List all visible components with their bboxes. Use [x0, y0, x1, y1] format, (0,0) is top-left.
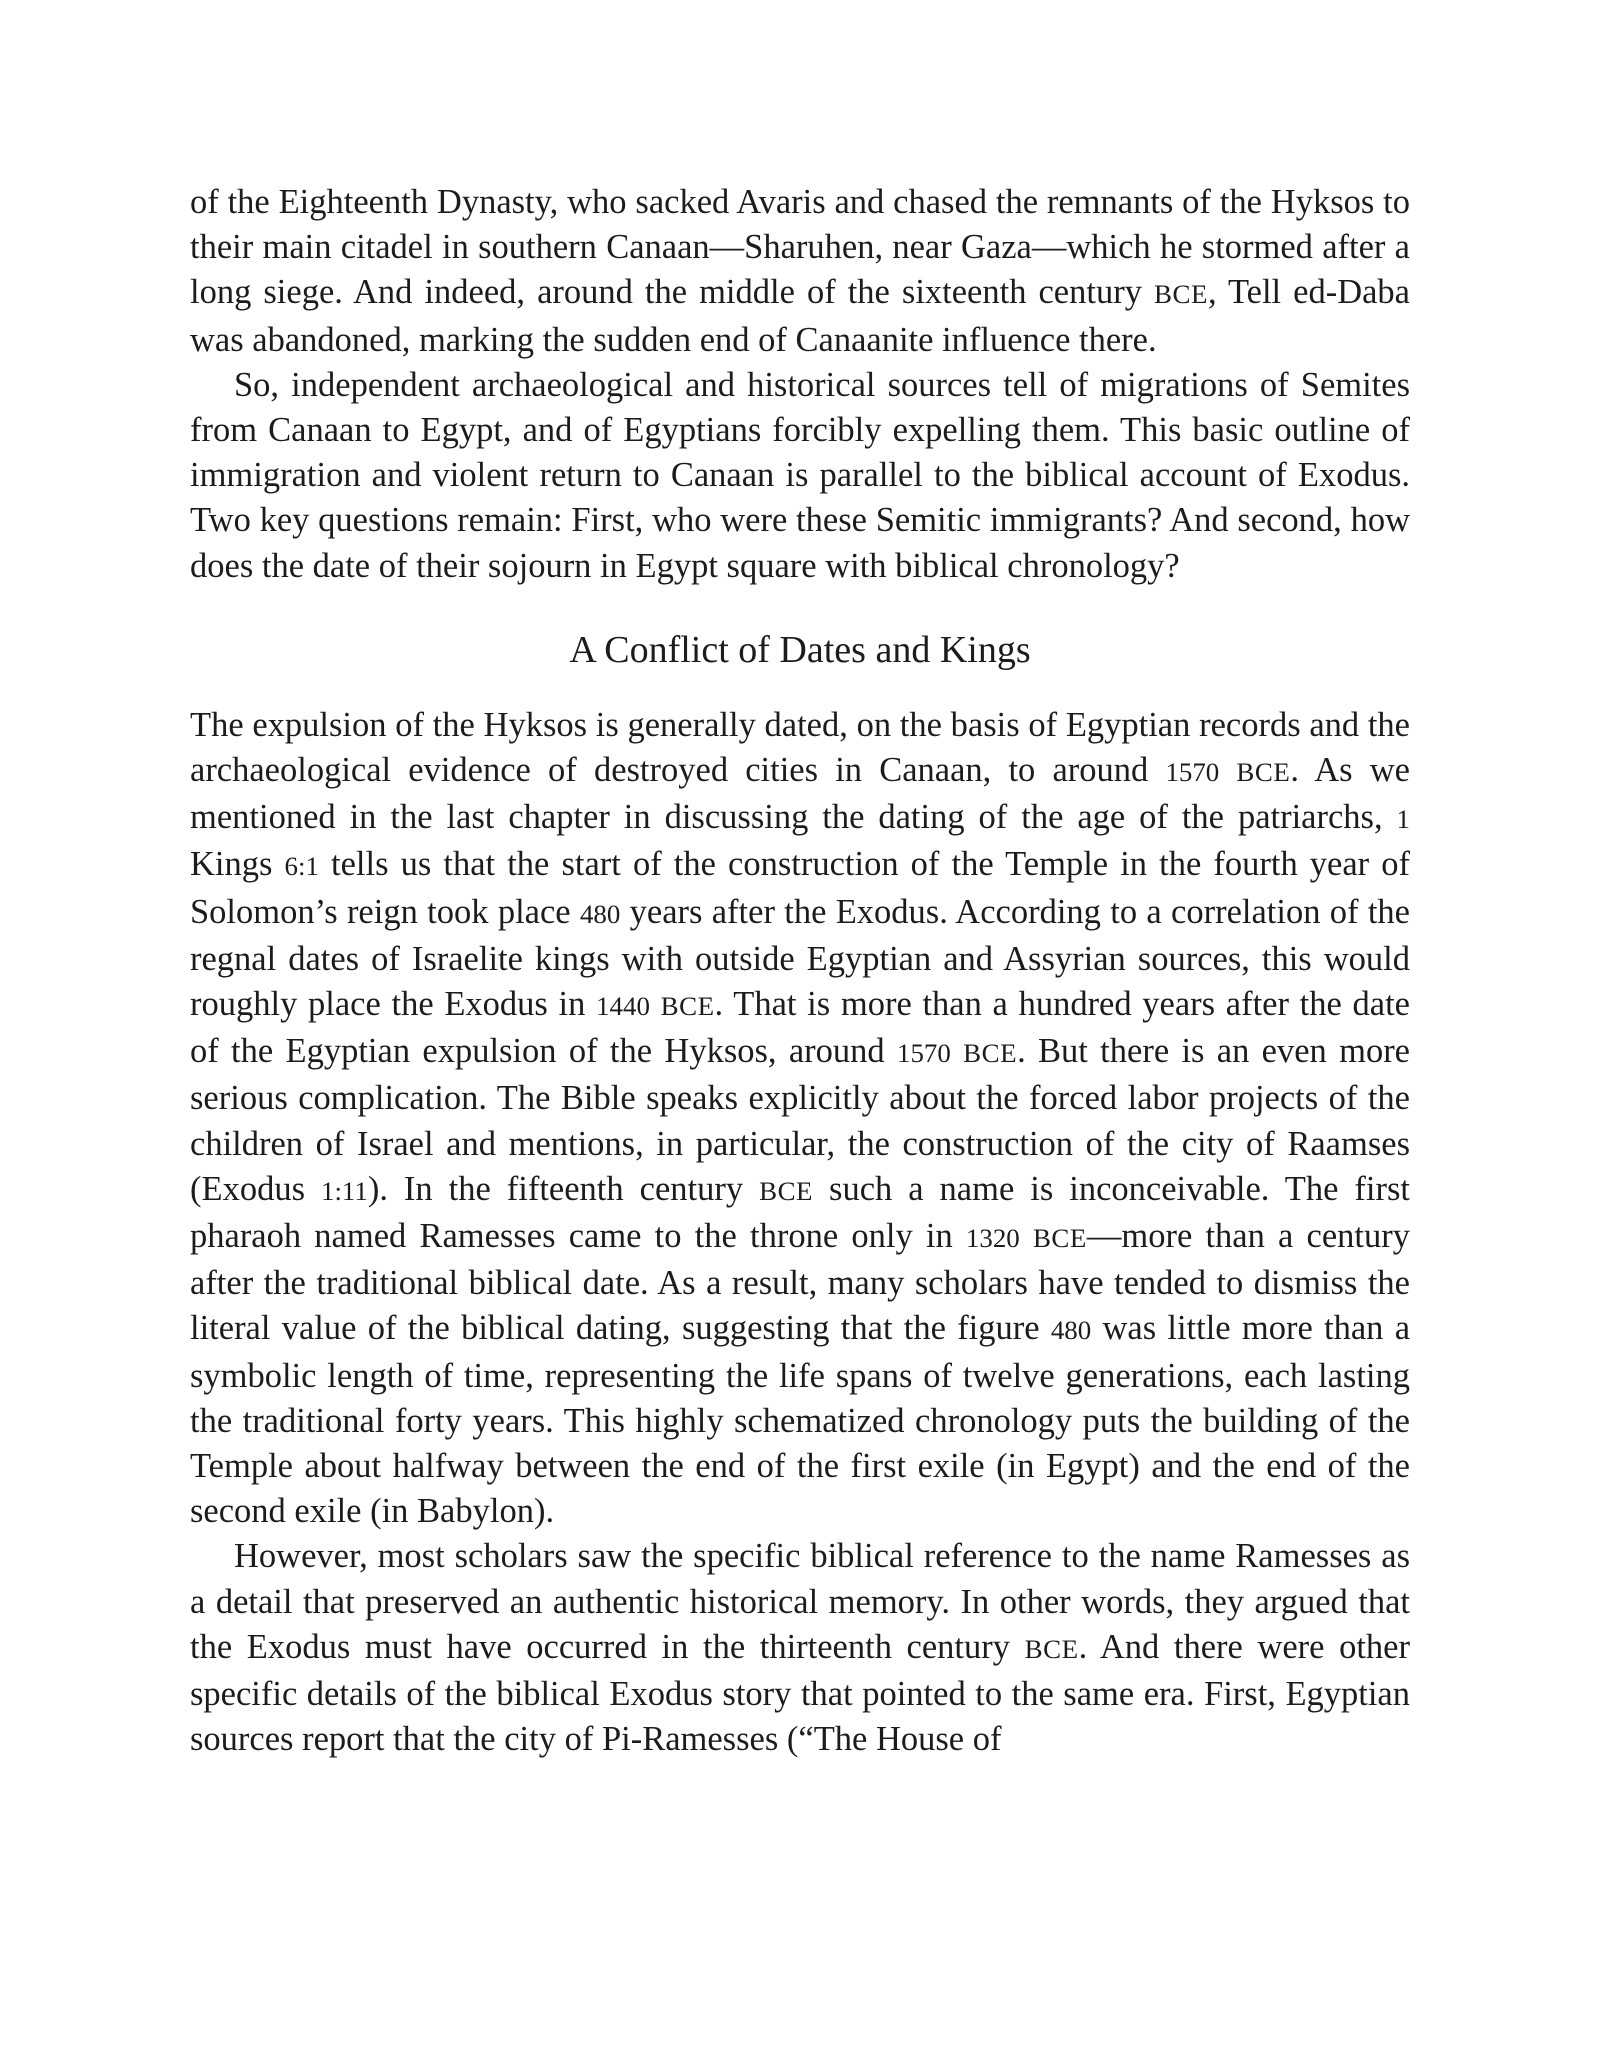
era-abbreviation: BCE — [759, 1175, 814, 1206]
paragraph-p4 — [190, 1534, 1410, 1762]
oldstyle-number: 480 — [579, 898, 621, 929]
oldstyle-number: 1320 — [965, 1223, 1020, 1254]
paragraph-p2 — [190, 363, 1410, 589]
era-abbreviation: BCE — [1236, 757, 1291, 788]
oldstyle-number: 6:1 — [284, 851, 319, 882]
text-run: Kings — [190, 845, 285, 884]
era-abbreviation: BCE — [660, 991, 715, 1022]
era-abbreviation: BCE — [1153, 279, 1208, 310]
text-run — [1219, 751, 1236, 789]
oldstyle-number: 1570 — [896, 1038, 951, 1069]
text-run: . And there were other specific details of the biblical Exodus story that pointed to the same era. First, Egyptian sources report that the city of Pi-Ramesses (“The House of — [190, 1627, 1410, 1759]
oldstyle-number: 1440 — [596, 991, 650, 1022]
text-run — [650, 985, 661, 1023]
paragraph-p1 — [190, 180, 1410, 363]
text-run — [1020, 1217, 1033, 1255]
text-block-after-heading — [190, 703, 1410, 1763]
text-run: The expulsion of the Hyksos is generally dated, on the basis of Egyptian records and the archaeological evidence of destroyed cities in Canaan, to around — [190, 705, 1410, 790]
text-block-before-heading — [190, 180, 1410, 589]
text-run: years after the Exodus. According to a correlation of the regnal dates of Israelite kings with outside Egyptian and Assyrian sources, this would roughly place the Exodus in — [190, 892, 1410, 1024]
oldstyle-number: 1570 — [1165, 757, 1220, 788]
oldstyle-number: 480 — [1050, 1315, 1092, 1346]
text-run — [951, 1032, 963, 1070]
era-abbreviation: BCE — [1024, 1633, 1079, 1664]
text-run: . As we mentioned in the last chapter in discussing the dating of the age of the patriarchs, — [190, 751, 1410, 837]
text-run: So, independent archaeological and historical sources tell of migrations of Semites from Canaan to Egypt, and of Egyptians forcibly expelling them. This basic outline of immigration and violent return to Canaan is parallel to the biblical account of Exodus. Two key questions remain: First, who were these Semitic immigrants? And second, how does the date of their sojourn in Egypt square with biblical chronology? — [190, 365, 1410, 585]
paragraph-p3 — [190, 703, 1410, 1535]
section-heading: A Conflict of Dates and Kings — [569, 628, 1031, 671]
oldstyle-number: 1 — [1396, 804, 1410, 835]
era-abbreviation: BCE — [963, 1038, 1018, 1069]
text-run: . That is more than a hundred years after the date of the Egyptian expulsion of the Hyksos, around — [190, 985, 1410, 1071]
text-run: —more than a century after the traditional biblical date. As a result, many scholars have tended to dismiss the literal value of the biblical dating, suggesting that the figure — [190, 1217, 1411, 1348]
text-run: of the Eighteenth Dynasty, who sacked Avaris and chased the remnants of the Hyksos to their main citadel in southern Canaan—Sharuhen, near Gaza—which he stormed after a long siege. And indeed, around the middle of the sixteenth century — [190, 183, 1410, 312]
text-run: . But there is an even more serious complication. The Bible speaks explicitly about the forced labor projects of the children of Israel and mentions, in particular, the construction of the city of Raamses (Exodus — [190, 1032, 1410, 1208]
text-run: , Tell ed-Daba was abandoned, marking the sudden end of Canaanite influence there. — [190, 273, 1410, 359]
text-run: tells us that the start of the construction of the Temple in the fourth year of Solomon’s reign took place — [190, 845, 1410, 931]
oldstyle-number: 1:11 — [320, 1175, 368, 1206]
era-abbreviation: BCE — [1032, 1223, 1087, 1254]
text-run: was little more than a symbolic length of time, representing the life spans of twelve generations, each lasting the traditional forty years. This highly schematized chronology puts the building of the Temple about halfway between the end of the first exile (in Egypt) and the end of the second exile (in Babylon). — [190, 1309, 1411, 1531]
text-run: ). In the fifteenth century — [367, 1169, 760, 1208]
text-run: such a name is inconceivable. The first pharaoh named Ramesses came to the throne only in — [190, 1169, 1410, 1256]
page-body — [190, 180, 1410, 1763]
text-run: However, most scholars saw the specific biblical reference to the name Ramesses as a detail that preserved an authentic historical memory. In other words, they argued that the Exodus must have occurred in the thirteenth century — [190, 1537, 1410, 1666]
